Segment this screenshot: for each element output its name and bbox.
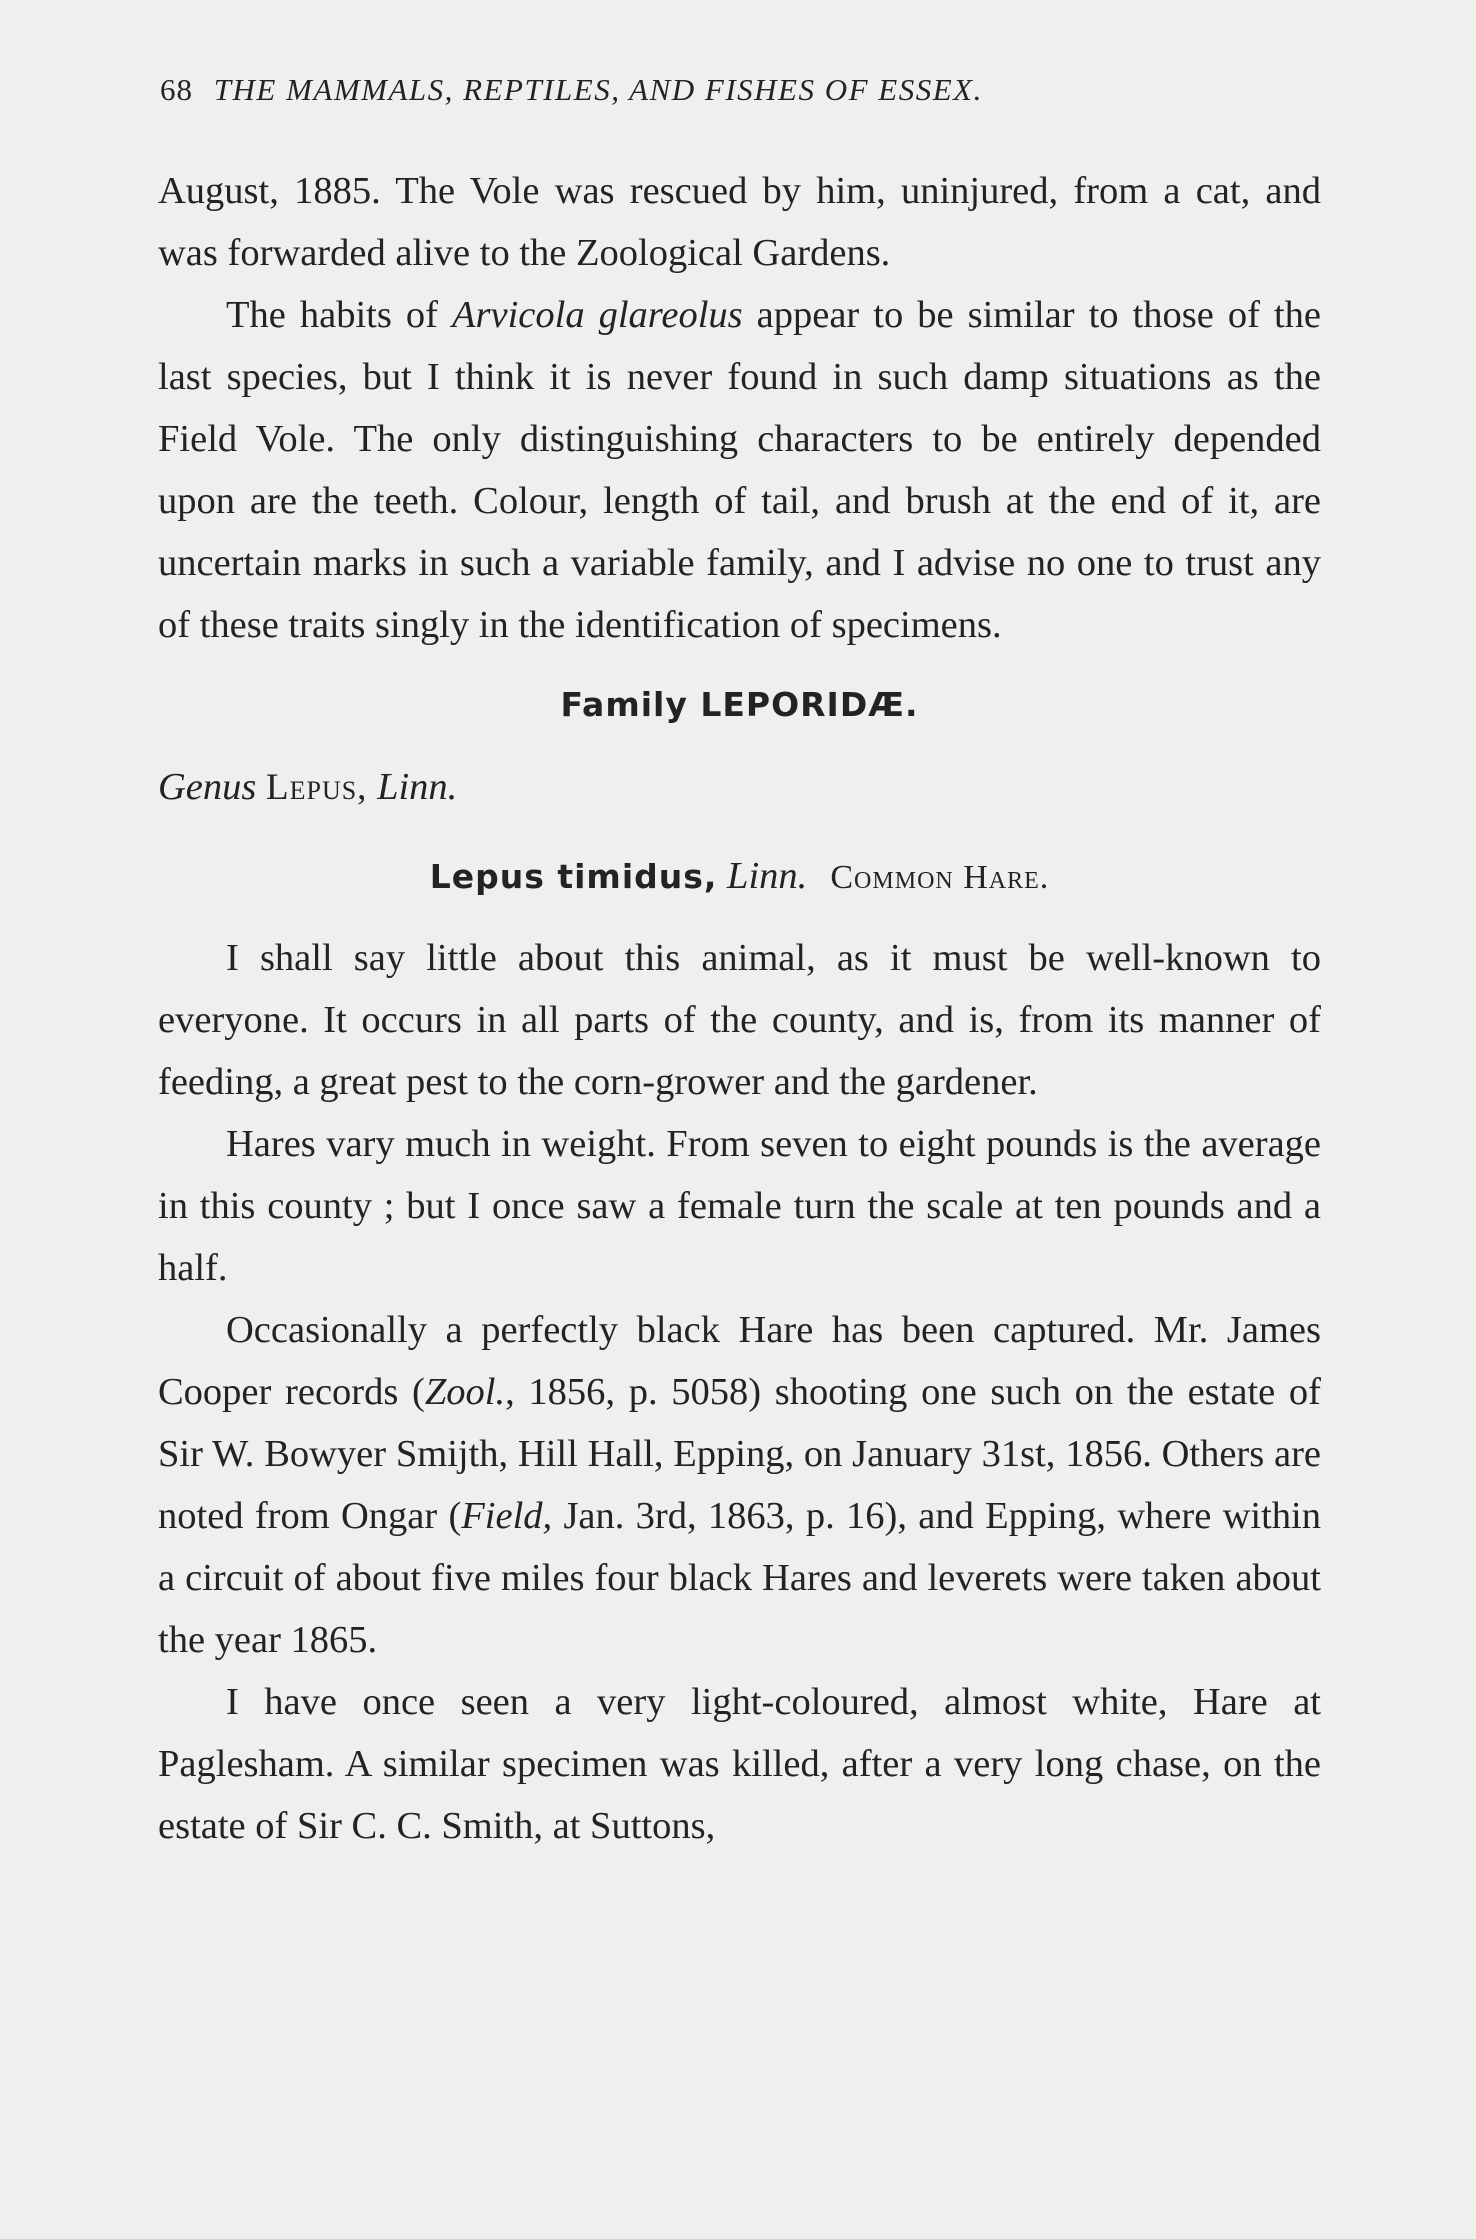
page-number: 68	[160, 72, 193, 107]
reference-zool: Zool.	[424, 1371, 506, 1413]
page-body	[158, 160, 1321, 1857]
genus-label: Genus	[158, 766, 257, 808]
paragraph-white-hare: I have once seen a very light-coloured, almost white, Hare at Paglesham. A similar specimen was killed, after a very long chase, on the estate of Sir C. C. Smith, at Suttons,	[158, 1681, 1321, 1847]
genus-line	[158, 754, 1321, 821]
paragraph-hare-weight: Hares vary much in weight. From seven to eight pounds is the average in this county ; but I once saw a female turn the scale at ten pounds and a half.	[158, 1123, 1321, 1289]
running-title: THE MAMMALS, REPTILES, AND FISHES OF ESSEX.	[213, 72, 983, 107]
family-heading: Family LEPORIDÆ.	[560, 685, 919, 724]
running-header	[160, 72, 983, 108]
paragraph-text: Jan. 3rd, 1863, p. 16), and Epping, where within a circuit of about five miles four black Hares and leverets were taken about the year 1865.	[158, 1495, 1321, 1661]
genus-authority: Linn.	[377, 766, 458, 808]
species-name-italic: Arvicola glareolus	[452, 294, 743, 336]
genus-name: Lepus,	[266, 767, 368, 808]
species-authority: Linn.	[727, 855, 808, 897]
species-heading	[158, 843, 1321, 911]
paragraph-text: , 1856, p. 5058) shooting one such on the estate of Sir W. Bowyer Smijth, Hill Hall, Epping, on January 31st, 1856. Others are noted from Ongar (	[158, 1371, 1321, 1537]
paragraph-black-hare	[158, 1299, 1321, 1671]
paragraph-text: The habits of	[226, 294, 452, 336]
reference-field: Field,	[461, 1495, 553, 1537]
paragraph-continuation: August, 1885. The Vole was rescued by him, uninjured, from a cat, and was forwarded alive to the Zoological Gardens.	[158, 170, 1321, 274]
paragraph-arvicola-habits	[158, 284, 1321, 656]
paragraph-hare-intro: I shall say little about this animal, as it must be well-known to everyone. It occurs in all parts of the county, and is, from its manner of feeding, a great pest to the corn-grower and the gardener.	[158, 937, 1321, 1103]
species-common-name: Common Hare.	[830, 859, 1050, 896]
species-name: Lepus timidus,	[429, 857, 718, 896]
paragraph-text: appear to be similar to those of the last species, but I think it is never found in such damp situations as the Field Vole. The only distinguishing characters to be entirely depended upon are the teeth. Colour, length of tail, and brush at the end of it, are uncertain marks in such a variable family, and I advise no one to trust any of these traits singly in the identification of specimens.	[158, 294, 1322, 646]
paragraph-text: Occasionally a perfectly black Hare has been captured. Mr. James Cooper records (	[158, 1309, 1321, 1413]
